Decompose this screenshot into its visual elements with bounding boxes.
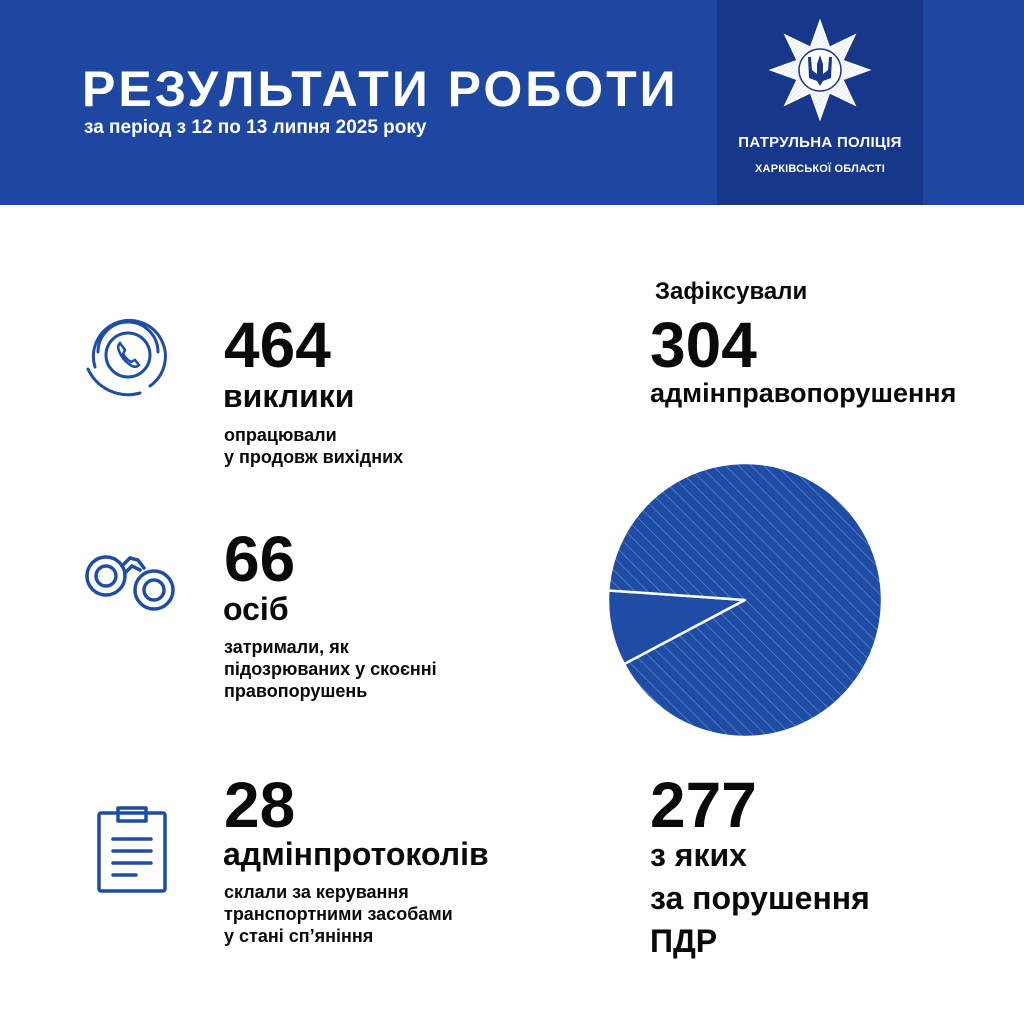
- desc-line: опрацювали: [224, 425, 337, 445]
- caption-line: за порушення: [650, 880, 870, 916]
- traffic-violations-caption: [650, 834, 870, 963]
- page-title: РЕЗУЛЬТАТИ РОБОТИ: [82, 61, 679, 117]
- police-star-icon: [766, 16, 874, 124]
- calls-value: 464: [224, 309, 331, 381]
- desc-line: затримали, як: [224, 637, 349, 657]
- desc-line: транспортними засобами: [224, 904, 453, 924]
- protocols-value: 28: [224, 769, 296, 841]
- violations-pie-chart: [600, 455, 890, 750]
- desc-line: у продовж вихідних: [224, 447, 404, 467]
- handcuffs-icon: [84, 548, 180, 620]
- detained-unit: осіб: [223, 591, 289, 627]
- period-subtitle: за період з 12 по 13 липня 2025 року: [84, 117, 427, 138]
- protocols-description: [224, 881, 453, 947]
- caption-line: ПДР: [650, 923, 718, 959]
- calls-unit: виклики: [223, 378, 355, 414]
- caption-line: з яких: [650, 837, 747, 873]
- protocols-unit: адмінпротоколів: [223, 836, 489, 872]
- police-logo: [717, 0, 923, 205]
- total-violations-unit: адмінправопорушення: [650, 378, 957, 408]
- calls-description: [224, 424, 403, 468]
- desc-line: підозрюваних у скоєнні: [224, 659, 437, 679]
- detained-value: 66: [224, 523, 296, 595]
- phone-call-icon: [80, 307, 176, 403]
- desc-line: склали за керування: [224, 882, 409, 902]
- desc-line: у стані сп’яніння: [224, 926, 374, 946]
- detained-description: [224, 636, 437, 702]
- total-violations-value: 304: [650, 309, 757, 381]
- clipboard-icon: [96, 805, 168, 895]
- org-region: ХАРКІВСЬКОЇ ОБЛАСТІ: [755, 163, 885, 175]
- traffic-violations-value: 277: [650, 769, 757, 841]
- desc-line: правопорушень: [224, 681, 368, 701]
- header-banner: [0, 0, 1024, 205]
- org-name: ПАТРУЛЬНА ПОЛІЦІЯ: [738, 134, 902, 151]
- recorded-label: Зафіксували: [655, 278, 808, 305]
